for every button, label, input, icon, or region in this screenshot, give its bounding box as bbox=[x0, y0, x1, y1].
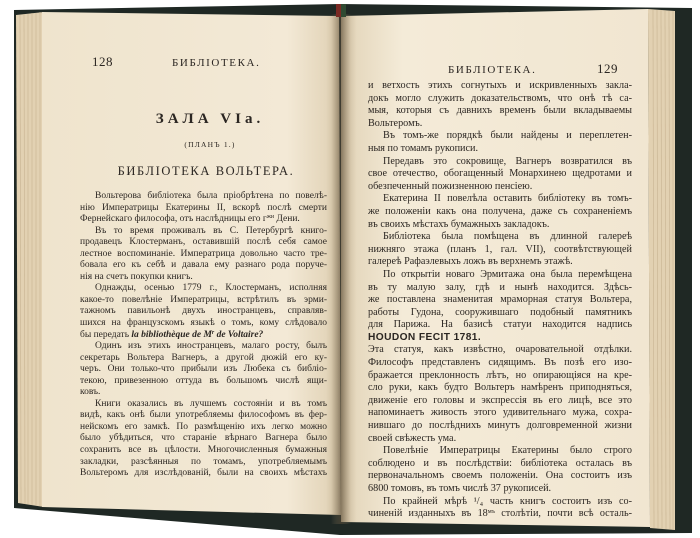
text-line bbox=[80, 422, 327, 434]
text-segment: нію Императрицы Екатерины II, вскорѣ послѣ смерти bbox=[80, 202, 327, 213]
text-segment: какое-то повелѣніе Императрицы, встрѣтилъ въ эрми- bbox=[80, 294, 327, 305]
text-line bbox=[368, 407, 632, 420]
text-line bbox=[368, 282, 632, 295]
text-line bbox=[80, 318, 327, 330]
text-segment: Вольтеромъ. bbox=[368, 117, 423, 129]
text-line bbox=[80, 341, 327, 353]
text-segment: нижняго этажа (планъ 1, гал. VII), соотвѣтствующей bbox=[368, 243, 632, 255]
text-line bbox=[368, 332, 632, 345]
text-line bbox=[80, 249, 327, 261]
text-line bbox=[80, 433, 327, 445]
text-segment: Одинъ изъ этихъ иностранцевъ, малаго росту, былъ bbox=[95, 341, 327, 352]
text-line bbox=[80, 387, 327, 399]
text-line bbox=[80, 295, 327, 307]
text-line bbox=[368, 382, 632, 395]
text-segment: Дени. bbox=[274, 214, 300, 225]
headband bbox=[336, 4, 346, 17]
text-segment: Въ то время проживалъ въ С. Петербургѣ книго- bbox=[95, 225, 327, 236]
text-line bbox=[368, 370, 632, 383]
text-segment: сохранить все въ цѣлости. Многочисленныя бумажныя bbox=[80, 445, 327, 456]
text-segment: лестное воспоминаніе. Императрица довольно часто тре- bbox=[80, 248, 327, 259]
text-line bbox=[368, 483, 632, 496]
right-page-number: 129 bbox=[597, 61, 618, 76]
text-segment: Однажды, осенью 1779 г., Клостерманъ, исполняя bbox=[95, 283, 327, 294]
text-segment: для Парижа. На базисѣ статуи находится надпись bbox=[368, 319, 632, 331]
text-line bbox=[368, 319, 632, 332]
text-line bbox=[368, 496, 632, 509]
text-segment: напоминаетъ живость этого удивительнаго мужа, сохра- bbox=[368, 407, 632, 419]
text-segment: Книги оказались въ лучшемъ состояніи и въ томъ bbox=[95, 398, 327, 409]
right-page-body-text bbox=[368, 80, 632, 521]
text-segment: нейскомъ его замкѣ. По размѣщенію ихъ легко можно bbox=[80, 421, 327, 432]
text-segment: нившаго до послѣднихъ минутъ долговременной жизни bbox=[368, 420, 632, 432]
text-segment: продавецъ Клостерманъ, оставившій послѣ себя самое bbox=[80, 237, 327, 248]
text-line bbox=[368, 193, 632, 206]
text-line bbox=[368, 156, 632, 169]
left-page-edges bbox=[16, 12, 44, 507]
text-line bbox=[368, 80, 632, 93]
text-line bbox=[368, 395, 632, 408]
superscript-text: мъ bbox=[487, 508, 496, 516]
superscript-text: жи bbox=[266, 214, 275, 221]
text-line bbox=[80, 376, 327, 388]
text-segment: въ своихъ мѣстахъ бумажныхъ закладокъ. bbox=[368, 218, 550, 230]
superscript-text: r bbox=[211, 329, 215, 336]
text-line bbox=[80, 399, 327, 411]
text-segment: Вольтерова библіотека была пріобрѣтена по повелѣ- bbox=[95, 191, 327, 201]
text-line bbox=[80, 445, 327, 457]
text-segment: шихся на французскомъ языкѣ о томъ, кому слѣдовало bbox=[80, 318, 327, 329]
text-line bbox=[368, 105, 632, 118]
text-segment: По открытіи новаго Эрмитажа она была перемѣщена bbox=[383, 268, 632, 280]
text-segment: мыя, которыя съ давнихъ временъ были вкладываемы bbox=[368, 105, 632, 117]
text-line bbox=[80, 203, 327, 215]
text-segment: столѣтіи, почти всѣ осталь- bbox=[495, 508, 632, 520]
text-segment: Библіотека была помѣщена въ длинной галереѣ bbox=[383, 231, 632, 243]
text-segment: же положеніи какъ она получена, даже съ сохраненіемъ bbox=[368, 205, 632, 217]
text-segment: Фернейскаго философа, отъ наслѣдницы его г bbox=[80, 214, 267, 225]
text-line bbox=[368, 93, 632, 106]
text-line bbox=[80, 364, 327, 376]
text-segment: Эта статуя, какъ извѣстно, очаровательной отдѣлки. bbox=[368, 344, 632, 356]
text-segment: текою, привезенною оттуда въ большомъ числѣ ящи- bbox=[80, 375, 327, 386]
text-segment: докъ могло служить доказательствомъ, что онѣ тѣ са- bbox=[368, 92, 632, 104]
text-line bbox=[368, 244, 632, 257]
text-segment: Екатерина II повелѣла оставить библіотеку въ томъ- bbox=[383, 193, 632, 205]
text-segment: нія на счетъ покупки книгъ. bbox=[80, 271, 193, 282]
text-line bbox=[368, 508, 632, 521]
text-line bbox=[368, 269, 632, 282]
text-segment: движеніе его головы и экспрессія въ его лицѣ, все это bbox=[368, 394, 632, 406]
text-line bbox=[368, 130, 632, 143]
text-segment: галереѣ Рафаэлевыхъ ложъ въ верхнемъ этажѣ. bbox=[368, 256, 573, 268]
text-line bbox=[368, 206, 632, 219]
right-page-edges bbox=[648, 9, 675, 530]
text-segment: сло руки, какъ будто Вольтеръ намѣренъ приподняться, bbox=[368, 382, 632, 394]
italic-text: de Voltaire? bbox=[214, 329, 264, 340]
text-line bbox=[80, 237, 327, 249]
text-line bbox=[80, 283, 327, 295]
text-line bbox=[368, 118, 632, 131]
text-line bbox=[80, 306, 327, 318]
text-segment: своей свѣжесть ума. bbox=[368, 432, 457, 444]
text-segment: бы передать bbox=[80, 329, 132, 340]
text-segment: Передавъ это сокровище, Вагнеръ возвратился въ bbox=[383, 155, 632, 167]
text-segment: бовала его къ себѣ и давала ему разнаго рода поруче- bbox=[80, 260, 327, 271]
text-line bbox=[368, 357, 632, 370]
text-line bbox=[368, 143, 632, 156]
text-line bbox=[80, 226, 327, 238]
text-line bbox=[368, 219, 632, 232]
text-line bbox=[80, 260, 327, 272]
text-line bbox=[80, 468, 327, 480]
inscription-text: HOUDON FECIT 1781. bbox=[368, 331, 482, 343]
text-segment: По крайней мѣрѣ ¹/₄ часть книгъ состоитъ изъ со- bbox=[383, 495, 632, 507]
text-line bbox=[80, 214, 327, 226]
text-line bbox=[80, 457, 327, 469]
text-segment: же поставлена знаменитая мраморная статуя Вольтера, bbox=[368, 294, 632, 306]
text-line bbox=[80, 410, 327, 422]
text-line bbox=[368, 231, 632, 244]
text-segment: ковъ. bbox=[80, 387, 101, 398]
text-segment: Вольтеромъ для изслѣдованій, были на своихъ мѣстахъ bbox=[80, 468, 327, 479]
text-segment: обезпеченный пожизненною пенсіею. bbox=[368, 180, 533, 192]
text-segment: Повелѣніе Императрицы Екатерины было строго bbox=[383, 445, 632, 457]
text-line bbox=[80, 353, 327, 365]
text-segment: черъ. Они только-что прибыли изъ Любека съ библіо- bbox=[80, 364, 327, 375]
left-page-body-text bbox=[80, 191, 327, 480]
text-line bbox=[80, 191, 327, 203]
text-segment: бражается преклонность лѣтъ, но опирающіяся на кре- bbox=[368, 369, 632, 381]
text-segment: Философъ представленъ сидящимъ. Въ позѣ его изо- bbox=[368, 357, 632, 369]
text-line bbox=[80, 330, 327, 342]
text-segment: секретарь Вольтера Вагнеръ, а другой дюжій его ку- bbox=[80, 352, 327, 363]
text-line bbox=[368, 433, 632, 446]
text-segment: закладки, разсѣянныя по томамъ, употребляемымъ bbox=[80, 456, 327, 467]
text-segment: ныя по томамъ рукописи. bbox=[368, 142, 479, 154]
text-segment: 6800 томовъ, въ томъ числѣ 37 рукописей. bbox=[368, 483, 552, 494]
plan-reference: (ПЛАНЪ 1.) bbox=[184, 140, 236, 149]
text-line bbox=[368, 307, 632, 320]
left-running-head: БИБЛІОТЕКА. bbox=[172, 57, 261, 69]
text-segment: и ветхость этихъ согнутыхъ и искривленныхъ закла- bbox=[368, 80, 632, 91]
text-line bbox=[80, 272, 327, 284]
text-line bbox=[368, 294, 632, 307]
italic-text: la bibliothèque de M bbox=[131, 329, 212, 340]
text-segment: тажномъ павильонѣ двухъ иностранцевъ, справляв- bbox=[80, 306, 327, 317]
right-running-head: БИБЛІОТЕКА. bbox=[448, 64, 537, 76]
hall-title: ЗАЛА VIa. bbox=[155, 111, 265, 127]
text-line bbox=[368, 168, 632, 181]
section-title: БИБЛІОТЕКА ВОЛЬТЕРА. bbox=[117, 164, 295, 178]
text-segment: въ ту малую залу, гдѣ и нынѣ находится. Здѣсь- bbox=[368, 281, 632, 293]
text-line bbox=[368, 181, 632, 194]
text-segment: Въ томъ-же порядкѣ были найдены и переплетен- bbox=[383, 130, 632, 142]
text-segment: было убѣдиться, что стараніе вѣрнаго Вагнера было bbox=[80, 433, 327, 444]
spine-gutter bbox=[331, 14, 351, 524]
text-line bbox=[368, 256, 632, 269]
text-line bbox=[368, 445, 632, 458]
text-segment: чиненій изданныхъ въ 18 bbox=[368, 508, 488, 520]
text-line bbox=[368, 458, 632, 471]
text-line bbox=[368, 420, 632, 433]
text-line bbox=[368, 470, 632, 483]
left-page-number: 128 bbox=[92, 54, 113, 69]
text-segment: работы Гудона, сооружившаго подобный памятникъ bbox=[368, 306, 632, 318]
text-segment: соблюдено и въ послѣдствіи: библіотека осталась въ bbox=[368, 457, 632, 469]
text-segment: свое отечество, обогащенный Монархинею щедротами и bbox=[368, 168, 632, 180]
text-segment: первоначальномъ своемъ положеніи. Она состоитъ изъ bbox=[368, 470, 632, 482]
text-segment: видѣ, какъ онѣ были употребляемы философомъ въ фер- bbox=[80, 410, 327, 421]
text-line bbox=[368, 344, 632, 357]
